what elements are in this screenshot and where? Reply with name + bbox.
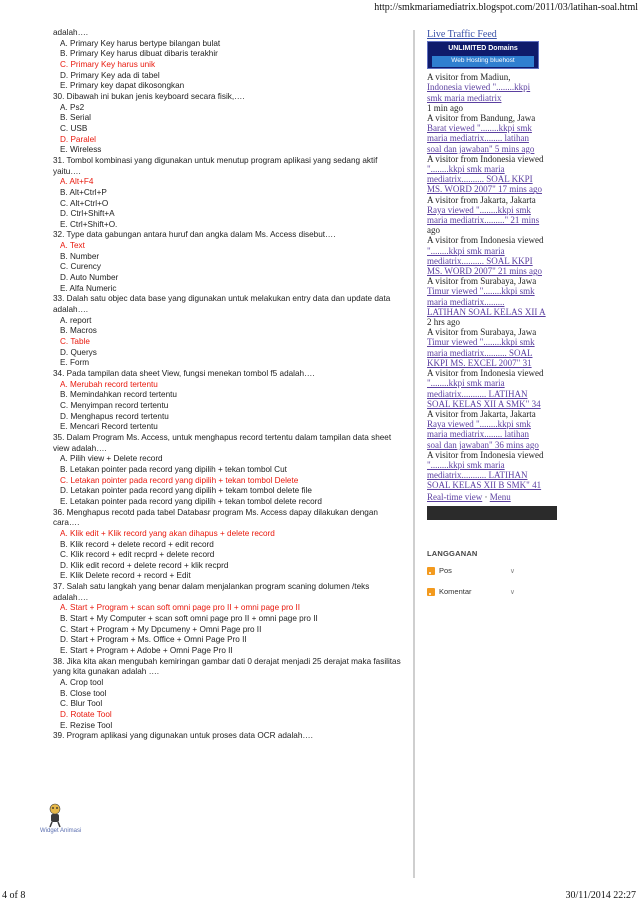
traffic-feed-line: 1 min ago (427, 102, 463, 113)
subscribe-posts-label: Pos (439, 566, 452, 575)
traffic-feed-line[interactable]: Indonesia viewed "........kkpi (427, 82, 531, 93)
q37-option-b: B. Start + My Computer + scan soft omni page pro II + omni page pro II (60, 614, 318, 624)
q38-option-d-answer: D. Rotate Tool (60, 710, 112, 719)
traffic-feed-line[interactable]: Barat viewed "........kkpi smk (427, 123, 532, 134)
dark-widget-bar (427, 506, 557, 520)
chevron-down-icon: ∨ (509, 588, 515, 596)
subscribe-comments-dropdown[interactable] (427, 587, 515, 596)
traffic-feed-line: ago (427, 225, 440, 236)
traffic-feed-line[interactable]: maria mediatrix........." 21 mins (427, 215, 540, 226)
print-date: 30/11/2014 22:27 (565, 890, 636, 901)
traffic-feed-line: A visitor from Madiun, (427, 72, 511, 83)
q29-option-b: B. Primary Key harus dibuat dibaris terakhir (60, 49, 218, 59)
q33-option-a: A. report (60, 315, 92, 325)
q29-option-a: A. Primary Key harus bertype bilangan bulat (60, 38, 221, 48)
subscribe-posts-dropdown[interactable] (427, 566, 515, 575)
q36-option-d: D. Klik edit record + delete record + klik recprd (60, 560, 229, 570)
q31-option-e: E. Ctrl+Shift+O. (60, 219, 118, 229)
q37-option-c: C. Start + Program + My Dpcumeny + Omni Page pro II (60, 624, 262, 634)
traffic-feed-line[interactable]: MS. WORD 2007" 17 mins ago (427, 184, 543, 195)
traffic-feed-line[interactable]: Raya viewed "........kkpi smk (427, 204, 531, 215)
q31-option-d: D. Ctrl+Shift+A (60, 209, 115, 219)
question-35: 35. Dalam Program Ms. Access, untuk menghapus record tertentu dalam tampilan data sheet view adalah…. (53, 432, 392, 453)
question-39: 39. Program aplikasi yang digunakan untuk proses data OCR adalah…. (53, 731, 313, 741)
traffic-feed-line: A visitor from Jakarta, Jakarta (427, 194, 536, 205)
traffic-feed-line[interactable]: maria mediatrix........ latihan (427, 133, 529, 144)
traffic-feed-line[interactable]: maria mediatrix.......... SOAL (427, 347, 533, 358)
traffic-feed-line: 2 hrs ago (427, 317, 460, 328)
q35-option-a: A. Pilih view + Delete record (60, 454, 163, 464)
question-34: 34. Pada tampilan data sheet View, fungsi menekan tombol f5 adalah…. (53, 369, 315, 378)
q34-option-c: C. Menyimpan record tertentu (60, 400, 169, 410)
q35-option-d: D. Letakan pointer pada record yang dipilih + tekam tombol delete file (60, 486, 312, 496)
rss-icon (427, 588, 435, 596)
q32-option-a-answer: A. Text (60, 241, 85, 251)
feed-bottom-links (427, 492, 567, 502)
traffic-feed-line[interactable]: mediatrix.......... SOAL KKPI (427, 255, 533, 266)
question-31: 31. Tombol kombinasi yang digunakan untuk menutup program aplikasi yang sedang aktif yaitu…. (53, 155, 378, 176)
question-38: 38. Jika kita akan mengubah kemiringan gambar dati 0 derajat menjadi 25 derajat maka fasilitas yang kita gunakan adalah …. (53, 656, 401, 677)
q37-option-e: E. Start + Program + Adobe + Omni Page Pro II (60, 646, 233, 656)
traffic-feed-line: A visitor from Indonesia viewed (427, 449, 544, 460)
traffic-feed-line[interactable]: SOAL KELAS XII B SMK" 41 (427, 480, 542, 491)
traffic-feed-line[interactable]: "........kkpi smk maria (427, 164, 505, 175)
subscribe-comments-label: Komentar (439, 587, 472, 596)
q35-option-c-answer: C. Letakan pointer pada record yang dipilih + tekan tombol Delete (60, 475, 299, 485)
widget-animasi-label[interactable]: Widget Animasi (40, 828, 82, 834)
live-traffic-feed-link[interactable]: Live Traffic Feed (427, 29, 497, 40)
traffic-feed-line[interactable]: mediatrix.......... SOAL KKPI (427, 174, 533, 185)
traffic-feed-line[interactable]: mediatrix........... LATIHAN (427, 388, 528, 399)
q32-option-d: D. Auto Number (60, 273, 119, 283)
traffic-feed-line: A visitor from Indonesia viewed (427, 153, 544, 164)
question-32: 32. Type data gabungan antara huruf dan angka dalam Ms. Access disebut…. (53, 230, 336, 240)
question-intro: adalah…. (53, 28, 89, 37)
q32-option-e: E. Alfa Numeric (60, 283, 117, 293)
feed-menu-link[interactable]: Menu (489, 491, 511, 502)
question-36: 36. Menghapus recotd pada tabel Databasr program Ms. Access dapay dilakukan dengan cara…. (53, 507, 378, 528)
rss-icon (427, 567, 435, 575)
q29-option-d: D. Primary Key ada di tabel (60, 70, 160, 80)
q30-option-b: B. Serial (60, 113, 91, 123)
q35-option-b: B. Letakan pointer pada record yang dipilih + tekan tombol Cut (60, 464, 287, 474)
q29-option-e: E. Primary key dapat dikosongkan (60, 81, 185, 91)
q31-option-a-answer: A. Alt+F4 (60, 177, 94, 187)
banner-line-2: Web Hosting bluehost (432, 56, 534, 66)
langganan-heading: LANGGANAN (427, 549, 478, 558)
q29-option-c-answer: C. Primary Key harus unik (60, 59, 156, 69)
realtime-view-link[interactable]: Real-time view (427, 491, 483, 502)
q36-option-e: E. Klik Delete record + record + Edit (60, 571, 191, 581)
traffic-feed-line[interactable]: soal dan jawaban" 5 mins ago (427, 143, 535, 154)
traffic-feed-line: A visitor from Indonesia viewed (427, 368, 544, 379)
traffic-feed-line[interactable]: soal dan jawaban" 36 mins ago (427, 439, 539, 450)
q35-option-e: E. Letakan pointer pada record yang dipilih + tekan tombol delete record (60, 496, 322, 506)
page-url-header: http://smkmariamediatrix.blogspot.com/2011/03/latihan-soal.html (374, 2, 638, 13)
q38-option-e: E. Rezise Tool (60, 720, 113, 730)
chevron-down-icon: ∨ (509, 567, 515, 575)
question-37: 37. Salah satu langkah yang benar dalam menjalankan program scaning dolumen /teks adalah…. (53, 582, 370, 602)
q31-option-b: B. Alt+Ctrl+P (60, 187, 107, 197)
q31-option-c: C. Alt+Ctrl+O (60, 198, 109, 208)
q37-option-d: D. Start + Program + Ms. Office + Omni Page Pro II (60, 635, 247, 645)
q30-option-d-answer: D. Paralel (60, 134, 96, 144)
traffic-feed-line[interactable]: "........kkpi smk maria (427, 245, 505, 256)
q30-option-c: C. USB (60, 123, 88, 133)
q38-option-c: C. Blur Tool (60, 699, 103, 709)
q33-option-d: D. Querys (60, 347, 97, 357)
bluehost-banner-ad[interactable] (427, 41, 539, 69)
q36-option-c: C. Klik record + edit recprd + delete record (60, 550, 215, 560)
q32-option-b: B. Number (60, 251, 100, 261)
page-number: 4 of 8 (2, 890, 26, 901)
traffic-feed-list (427, 72, 567, 490)
q33-option-b: B. Macros (60, 326, 97, 336)
q38-option-b: B. Close tool (60, 688, 107, 698)
traffic-feed-line[interactable]: maria mediatrix........ latihan (427, 429, 529, 440)
traffic-feed-line[interactable]: SOAL KELAS XII A SMK" 34 (427, 398, 541, 409)
animated-widget-icon[interactable] (44, 802, 66, 828)
quiz-column (53, 28, 405, 742)
traffic-feed-line: A visitor from Surabaya, Jawa (427, 327, 537, 338)
traffic-feed-line[interactable]: maria mediatrix......... (427, 296, 505, 307)
sidebar-traffic-feed (427, 30, 567, 520)
link-separator: · (484, 491, 488, 502)
q34-option-e: E. Mencari Record tertentu (60, 422, 158, 432)
q36-option-a-answer: A. Klik edit + Klik record yang akan dihapus + delete record (60, 528, 275, 538)
banner-line-1: UNLIMITED Domains (448, 45, 518, 53)
q30-option-e: E. Wireless (60, 145, 102, 155)
traffic-feed-line: A visitor from Indonesia viewed (427, 235, 544, 246)
q30-option-a: A. Ps2 (60, 102, 85, 112)
column-divider (413, 30, 415, 878)
traffic-feed-line[interactable]: smk maria mediatrix (427, 92, 502, 103)
traffic-feed-line[interactable]: MS. WORD 2007" 21 mins ago (427, 266, 543, 277)
traffic-feed-line[interactable]: "........kkpi smk maria (427, 378, 505, 389)
q38-option-a: A. Crop tool (60, 678, 104, 688)
traffic-feed-line[interactable]: Timur viewed "........kkpi smk (427, 286, 535, 297)
q36-option-b: B. Klik record + delete record + edit record (60, 539, 214, 549)
traffic-feed-line: A visitor from Jakarta, Jakarta (427, 408, 536, 419)
q33-option-c-answer: C. Table (60, 337, 90, 347)
traffic-feed-line[interactable]: Timur viewed "........kkpi smk (427, 337, 535, 348)
q33-option-e: E. Form (60, 358, 90, 368)
traffic-feed-line[interactable]: KKPI MS. EXCEL 2007" 31 (427, 357, 532, 368)
traffic-feed-line: A visitor from Bandung, Jawa (427, 113, 536, 124)
q37-option-a-answer: A. Start + Program + scan soft omni page pro II + omni page pro II (60, 603, 301, 613)
q34-option-d: D. Menghapus record tertentu (60, 411, 169, 421)
traffic-feed-line[interactable]: LATIHAN SOAL KELAS XII A (427, 306, 546, 317)
traffic-feed-line: A visitor from Surabaya, Jawa (427, 276, 537, 287)
traffic-feed-line[interactable]: "........kkpi smk maria (427, 459, 505, 470)
question-30: 30. Dibawah ini bukan jenis keyboard secara fisik,…. (53, 91, 245, 101)
traffic-feed-line[interactable]: Raya viewed "........kkpi smk (427, 419, 531, 430)
q32-option-c: C. Curency (60, 262, 101, 272)
traffic-feed-line[interactable]: mediatrix........... LATIHAN (427, 470, 528, 481)
q34-option-a-answer: A. Merubah record tertentu (60, 379, 158, 389)
q34-option-b: B. Memindahkan record tertentu (60, 390, 177, 400)
question-33: 33. Dalah satu objec data base yang digunakan untuk melakukan entry data dan update data adalah…. (53, 294, 391, 315)
